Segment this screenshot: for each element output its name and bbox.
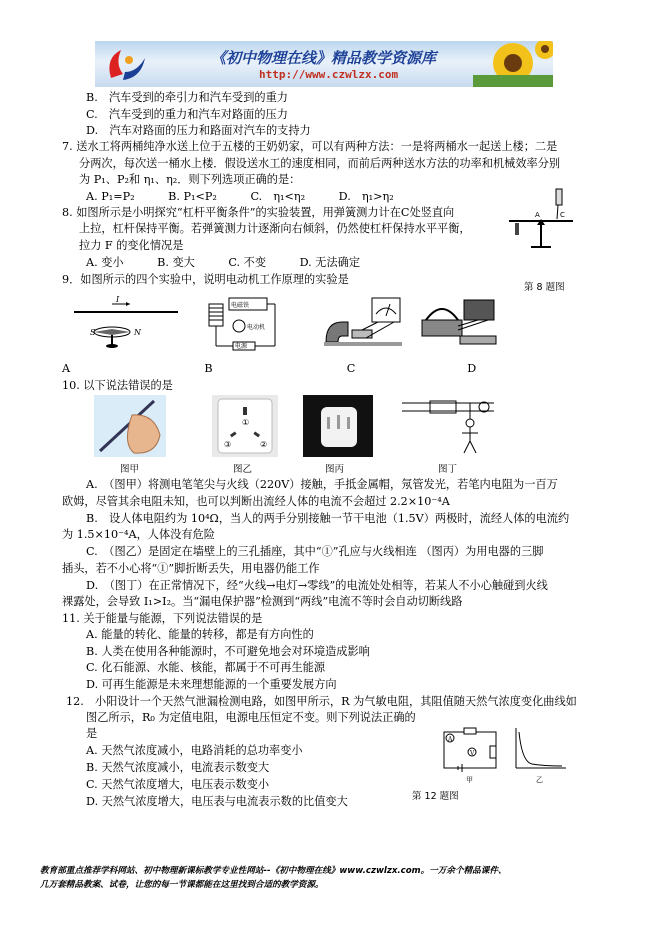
fig9b-label-motor: 电动机 bbox=[247, 324, 266, 331]
fig10-caption-jia: 图甲 bbox=[120, 464, 140, 475]
fig12-caption-jia: 甲 bbox=[466, 776, 473, 784]
q12-text: 图乙所示，R₀ 为定值电阻，电源电压恒定不变。则下列说法正确的 bbox=[86, 711, 416, 724]
q12-option-d: D. 天然气浓度增大，电压表与电流表示数的比值变大 bbox=[86, 795, 348, 808]
q11-text: 11. 关于能量与能源，下列说法错误的是 bbox=[62, 612, 263, 625]
fig10-caption-bing: 图丙 bbox=[325, 464, 345, 475]
svg-text:I: I bbox=[116, 295, 120, 304]
q11-option-c: C. 化石能源、水能、核能，都属于不可再生能源 bbox=[86, 661, 326, 674]
svg-text:A: A bbox=[448, 736, 453, 743]
svg-text:A: A bbox=[535, 211, 540, 219]
fig9b-label-power: 电源 bbox=[235, 343, 248, 350]
socket-hole-1-label: ① bbox=[242, 418, 250, 427]
svg-text:V: V bbox=[470, 750, 475, 757]
q8-options: A. 变小 B. 变大 C. 不变 D. 无法确定 bbox=[86, 256, 361, 269]
fig9b-label-electromagnet: 电磁铁 bbox=[231, 302, 250, 309]
gas-detector-circuit-figure bbox=[440, 724, 570, 786]
leakage-protector-diagram bbox=[400, 393, 496, 457]
three-pin-plug-image bbox=[303, 395, 373, 457]
svg-text:N: N bbox=[134, 328, 141, 337]
q6-option-b: B. 汽车受到的牵引力和汽车受到的重力 bbox=[86, 91, 288, 104]
q7-text: 分两次，每次送一桶水上楼．假设送水工的速度相同，而前后两种送水方法的功率和机械效率分别 bbox=[79, 157, 561, 170]
q7-options: A. P₁=P₂ B. P₁<P₂ C. η₁<η₂ D. η₁>η₂ bbox=[86, 190, 394, 203]
q6-option-d: D. 汽车对路面的压力和路面对汽车的支持力 bbox=[86, 124, 311, 137]
q11-option-d: D. 可再生能源是未来理想能源的一个重要发展方向 bbox=[86, 678, 337, 691]
q9-figure-d-battery-magnet bbox=[418, 294, 502, 352]
q10-option-c: C. （图乙）是固定在墙壁上的三孔插座，其中“①”孔应与火线相连 （图丙）为用电器的三脚 bbox=[86, 545, 544, 558]
q9-figure-c-generator-meter bbox=[322, 292, 404, 354]
lever-apparatus-figure bbox=[505, 185, 577, 255]
svg-text:C: C bbox=[560, 211, 565, 219]
q10-option-d: D. （图丁）在正常情况下，经“火线→电灯→零线”的电流处处相等，若某人不小心触碰到火线 bbox=[86, 579, 548, 592]
test-pen-hand-image bbox=[94, 395, 166, 457]
q10-option-d: 裸露处，会导致 I₁>I₂。当“漏电保护器”检测到“两线”电流不等时会自动切断线路 bbox=[62, 595, 463, 608]
q11-option-b: B. 人类在使用各种能源时，不可避免地会对环境造成影响 bbox=[86, 645, 370, 658]
q9-figure-a-compass-wire bbox=[72, 292, 182, 354]
banner-title: 《初中物理在线》精品教学资源库 bbox=[211, 49, 437, 67]
q12-option-c: C. 天然气浓度增大，电压表示数变小 bbox=[86, 778, 270, 791]
fig10-caption-ding: 图丁 bbox=[438, 464, 458, 475]
socket-hole-3-label: ③ bbox=[224, 440, 232, 449]
q10-option-b: B. 设人体电阻约为 10⁴Ω，当人的两手分别接触一节干电池（1.5V）两极时，流经人体的电流约 bbox=[86, 512, 570, 525]
q8-text: 8. 如图所示是小明探究“杠杆平衡条件”的实验装置，用弹簧测力计在C处竖直向 bbox=[62, 206, 455, 219]
site-logo bbox=[101, 44, 149, 84]
q12-text: 12. 小阳设计一个天然气泄漏检测电路，如图甲所示，R 为气敏电阻，其阻值随天然气浓度变化曲线如 bbox=[66, 695, 577, 708]
q9-text: 9．如图所示的四个实验中，说明电动机工作原理的实验是 bbox=[62, 273, 349, 286]
header-banner bbox=[95, 41, 553, 87]
q8-text: 拉力 F 的变化情况是 bbox=[79, 239, 184, 252]
q7-text: 7. 送水工将两桶纯净水送上位于五楼的王奶奶家，可以有两种方法：一是将两桶水一起送上楼；二是 bbox=[62, 140, 558, 153]
fig12-caption: 第 12 题图 bbox=[412, 791, 459, 802]
q12-option-b: B. 天然气浓度减小，电流表示数变大 bbox=[86, 761, 270, 774]
q9-option-labels: A B C D bbox=[62, 362, 477, 375]
q6-option-c: C. 汽车受到的重力和汽车对路面的压力 bbox=[86, 108, 288, 121]
q12-option-a: A. 天然气浓度减小，电路消耗的总功率变小 bbox=[86, 744, 303, 757]
banner-url: http://www.czwlzx.com bbox=[259, 68, 399, 81]
q10-option-a: 欧姆，尽管其余电阻未知，也可以判断出流经人体的电流不会超过 2.2×10⁻⁴A bbox=[62, 495, 450, 508]
svg-text:S: S bbox=[90, 328, 96, 337]
q10-option-a: A. （图甲）将测电笔笔尖与火线（220V）接触，手抵金属帽，氖管发光，若笔内电阻为一百万 bbox=[86, 478, 558, 491]
q11-option-a: A. 能量的转化、能量的转移，都是有方向性的 bbox=[86, 628, 314, 641]
sunflower-image bbox=[473, 41, 553, 87]
q8-text: 上拉，杠杆保持平衡。若弹簧测力计逐渐向右倾斜，仍然使杠杆保持水平平衡， bbox=[79, 222, 471, 235]
q12-text: 是 bbox=[86, 727, 98, 740]
fig12-caption-yi: 乙 bbox=[536, 776, 543, 784]
q10-text: 10. 以下说法错误的是 bbox=[62, 379, 173, 392]
fig8-caption: 第 8 题图 bbox=[524, 282, 565, 293]
q10-option-c: 插头，若不小心将“①”脚折断丢失，用电器仍能工作 bbox=[62, 562, 320, 575]
q7-text: 为 P₁、P₂和 η₁、η₂．则下列选项正确的是： bbox=[79, 173, 301, 186]
wall-socket-image bbox=[212, 395, 278, 457]
footer-line-1: 教育部重点推荐学科网站、初中物理新课标教学专业性网站--《初中物理在线》www.czwlzx.com。一万余个精品课件、 bbox=[40, 866, 507, 876]
fig10-caption-yi: 图乙 bbox=[233, 464, 253, 475]
q9-figure-b-electromagnet-circuit bbox=[205, 296, 285, 356]
footer-line-2: 几万套精品教案、试卷，让您的每一节课都能在这里找到合适的教学资源。 bbox=[40, 880, 324, 890]
q10-option-b: 为 1.5×10⁻⁴A，人体没有危险 bbox=[62, 528, 215, 541]
socket-hole-2-label: ② bbox=[260, 440, 268, 449]
